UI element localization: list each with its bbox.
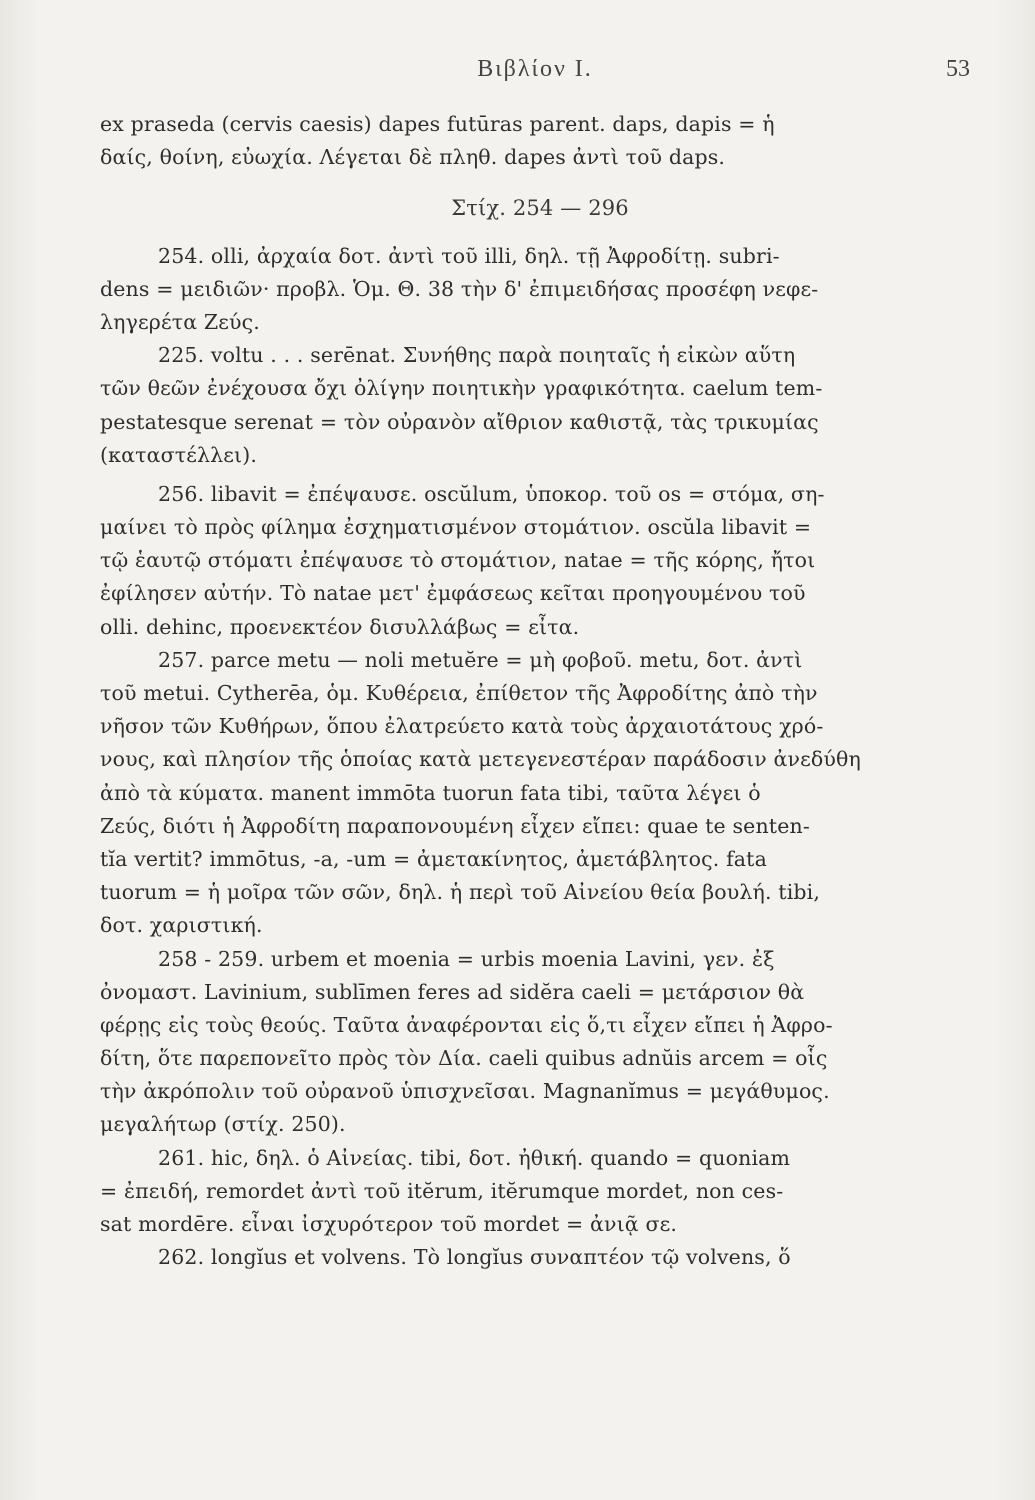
page-number: 53 [946, 56, 970, 82]
text-line: δίτη, ὅτε παρεπονεῖτο πρὸς τὸν Δία. caeli quibus adnŭis arcem = οἷς [100, 1046, 828, 1071]
text-line: olli. dehinc, προενεκτέον δισυλλάβως = εἶτα. [100, 614, 580, 639]
commentary-text [100, 108, 980, 1274]
text-line: sat mordēre. εἶναι ἰσχυρότερον τοῦ mordet = ἀνιᾷ σε. [100, 1212, 678, 1236]
section-heading: Στίχ. 254 — 296 [451, 196, 629, 221]
text-line: νῆσον τῶν Κυθήρων, ὅπου ἐλατρεύετο κατὰ τοὺς ἀρχαιοτάτους χρό- [100, 714, 824, 739]
text-line: tĭa vertit? immōtus, -a, -um = ἀμετακίνητος, ἀμετάβλητος. fata [100, 846, 767, 871]
text-line: τῷ ἑαυτῷ στόματι ἐπέψαυσε τὸ στομάτιον, natae = τῆς κόρης, ἤτοι [100, 548, 816, 573]
text-line: pestatesque serenat = τὸν οὐρανὸν αἴθριον καθιστᾷ, τὰς τρικυμίας [100, 409, 819, 434]
text-line: τῶν θεῶν ἐνέχουσα ὄχι ὀλίγην ποιητικὴν γραφικότητα. caelum tem- [100, 376, 823, 401]
text-line: tuorum = ἡ μοῖρα τῶν σῶν, δηλ. ἡ περὶ τοῦ Αἰνείου θεία βουλή. tibi, [100, 880, 821, 905]
text-line: 225. voltu . . . serēnat. Συνήθης παρὰ ποιηταῖς ἡ εἰκὼν αὕτη [158, 343, 796, 368]
text-line: = ἐπειδή, remordet ἀντὶ τοῦ itĕrum, itĕrumque mordet, non ces- [100, 1178, 784, 1203]
text-line: μεγαλήτωρ (στίχ. 250). [100, 1112, 346, 1137]
running-head [100, 56, 970, 92]
running-title: Βιβλίον I. [477, 56, 593, 82]
text-line: τοῦ metui. Cytherēa, ὁμ. Κυθέρεια, ἐπίθετον τῆς Ἀφροδίτης ἀπὸ τὴν [100, 681, 818, 705]
text-line: dens = μειδιῶν· προβλ. Ὁμ. Θ. 38 τὴν δ' ἐπιμειδήσας προσέφη νεφε- [100, 276, 819, 301]
text-line: Ζεύς, διότι ἡ Ἀφροδίτη παραπονουμένη εἶχεν εἴπει: quae te senten- [100, 813, 810, 838]
text-line: 257. parce metu — noli metuĕre = μὴ φοβοῦ. metu, δοτ. ἀντὶ [158, 647, 803, 672]
text-line: ληγερέτα Ζεύς. [100, 309, 260, 334]
text-line: 256. libavit = ἐπέψαυσε. oscŭlum, ὑποκορ. τοῦ os = στόμα, ση- [158, 481, 825, 506]
text-line: μαίνει τὸ πρὸς φίλημα ἐσχηματισμένον στομάτιον. oscŭla libavit = [100, 515, 812, 540]
text-line: ἐφίλησεν αὐτήν. Τὸ natae μετ' ἐμφάσεως κεῖται προηγουμένου τοῦ [100, 581, 806, 606]
text-line: ἀπὸ τὰ κύματα. manent immōta tuorun fata tibi, ταῦτα λέγει ὁ [100, 780, 761, 805]
text-line: ὀνομαστ. Lavinium, sublīmen feres ad sidĕra caeli = μετάρσιον θὰ [100, 979, 805, 1004]
text-line: 254. olli, ἀρχαία δοτ. ἀντὶ τοῦ illi, δηλ. τῇ Ἀφροδίτῃ. subri- [158, 243, 780, 268]
text-line: τὴν ἀκρόπολιν τοῦ οὐρανοῦ ὑπισχνεῖσαι. Magnanĭmus = μεγάθυμος. [100, 1079, 830, 1104]
text-line: δαίς, θοίνη, εὐωχία. Λέγεται δὲ πληθ. dapes ἀντὶ τοῦ daps. [100, 145, 726, 170]
text-line: 258 - 259. urbem et moenia = urbis moenia Lavini, γεν. ἐξ [158, 946, 775, 971]
text-line: ex praseda (cervis caesis) dapes futūras parent. daps, dapis = ἡ [100, 112, 775, 136]
text-line: νους, καὶ πλησίον τῆς ὁποίας κατὰ μετεγενεστέραν παράδοσιν ἀνεδύθη [100, 747, 861, 772]
text-line: δοτ. χαριστική. [100, 913, 263, 938]
text-line: 262. longĭus et volvens. Τὸ longĭus συναπτέον τῷ volvens, ὅ [158, 1245, 791, 1270]
text-line: (καταστέλλει). [100, 442, 258, 467]
text-line: φέρῃς εἰς τοὺς θεούς. Ταῦτα ἀναφέρονται εἰς ὅ,τι εἶχεν εἴπει ἡ Ἀφρο- [100, 1012, 833, 1037]
text-line: 261. hic, δηλ. ὁ Αἰνείας. tibi, δοτ. ἠθική. quando = quoniam [158, 1145, 791, 1170]
